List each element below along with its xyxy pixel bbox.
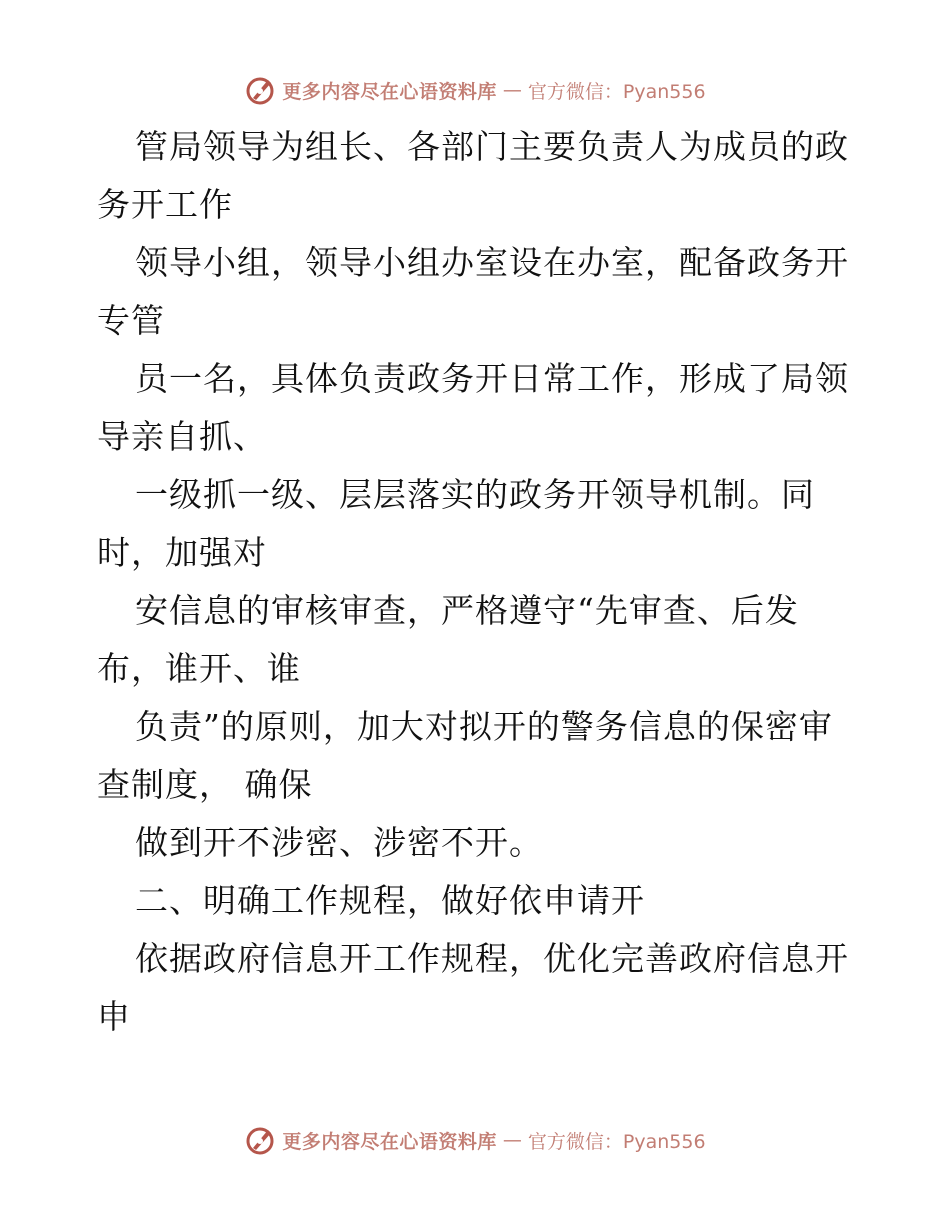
watermark-dash: — xyxy=(502,1129,522,1151)
document-body xyxy=(97,118,867,1046)
text-line: 依据政府信息开工作规程，优化完善政府信息开 xyxy=(135,939,849,978)
quill-seal-logo-icon xyxy=(244,1124,276,1156)
footer-watermark xyxy=(0,1120,950,1160)
watermark-contact: 官方微信：Pyan556 xyxy=(527,80,706,103)
watermark-dash: — xyxy=(502,79,522,101)
quill-seal-logo-icon xyxy=(244,74,276,106)
text-line: 专管 xyxy=(97,301,165,340)
text-line: 一级抓一级、层层落实的政务开领导机制。同 xyxy=(135,475,815,514)
text-line: 做到开不涉密、涉密不开。 xyxy=(135,823,543,862)
watermark-contact: 官方微信：Pyan556 xyxy=(527,1130,706,1153)
watermark-text: 更多内容尽在心语资料库 xyxy=(282,1130,497,1153)
text-line: 务开工作 xyxy=(97,185,233,224)
text-line: 安信息的审核审查，严格遵守“先审查、后发 xyxy=(135,591,799,630)
text-line: 员一名，具体负责政务开日常工作，形成了局领 xyxy=(135,359,849,398)
header-watermark xyxy=(0,70,950,110)
text-line: 领导小组，领导小组办室设在办室，配备政务开 xyxy=(135,243,849,282)
text-line: 时，加强对 xyxy=(97,533,267,572)
text-line: 查制度， 确保 xyxy=(97,765,313,804)
text-line: 布，谁开、谁 xyxy=(97,649,301,688)
watermark-text: 更多内容尽在心语资料库 xyxy=(282,80,497,103)
text-line: 管局领导为组长、各部门主要负责人为成员的政 xyxy=(135,127,849,166)
text-line: 导亲自抓、 xyxy=(97,417,267,456)
text-line: 申 xyxy=(97,997,131,1036)
text-line: 二、明确工作规程，做好依申请开 xyxy=(135,881,645,920)
text-line: 负责”的原则，加大对拟开的警务信息的保密审 xyxy=(135,707,833,746)
